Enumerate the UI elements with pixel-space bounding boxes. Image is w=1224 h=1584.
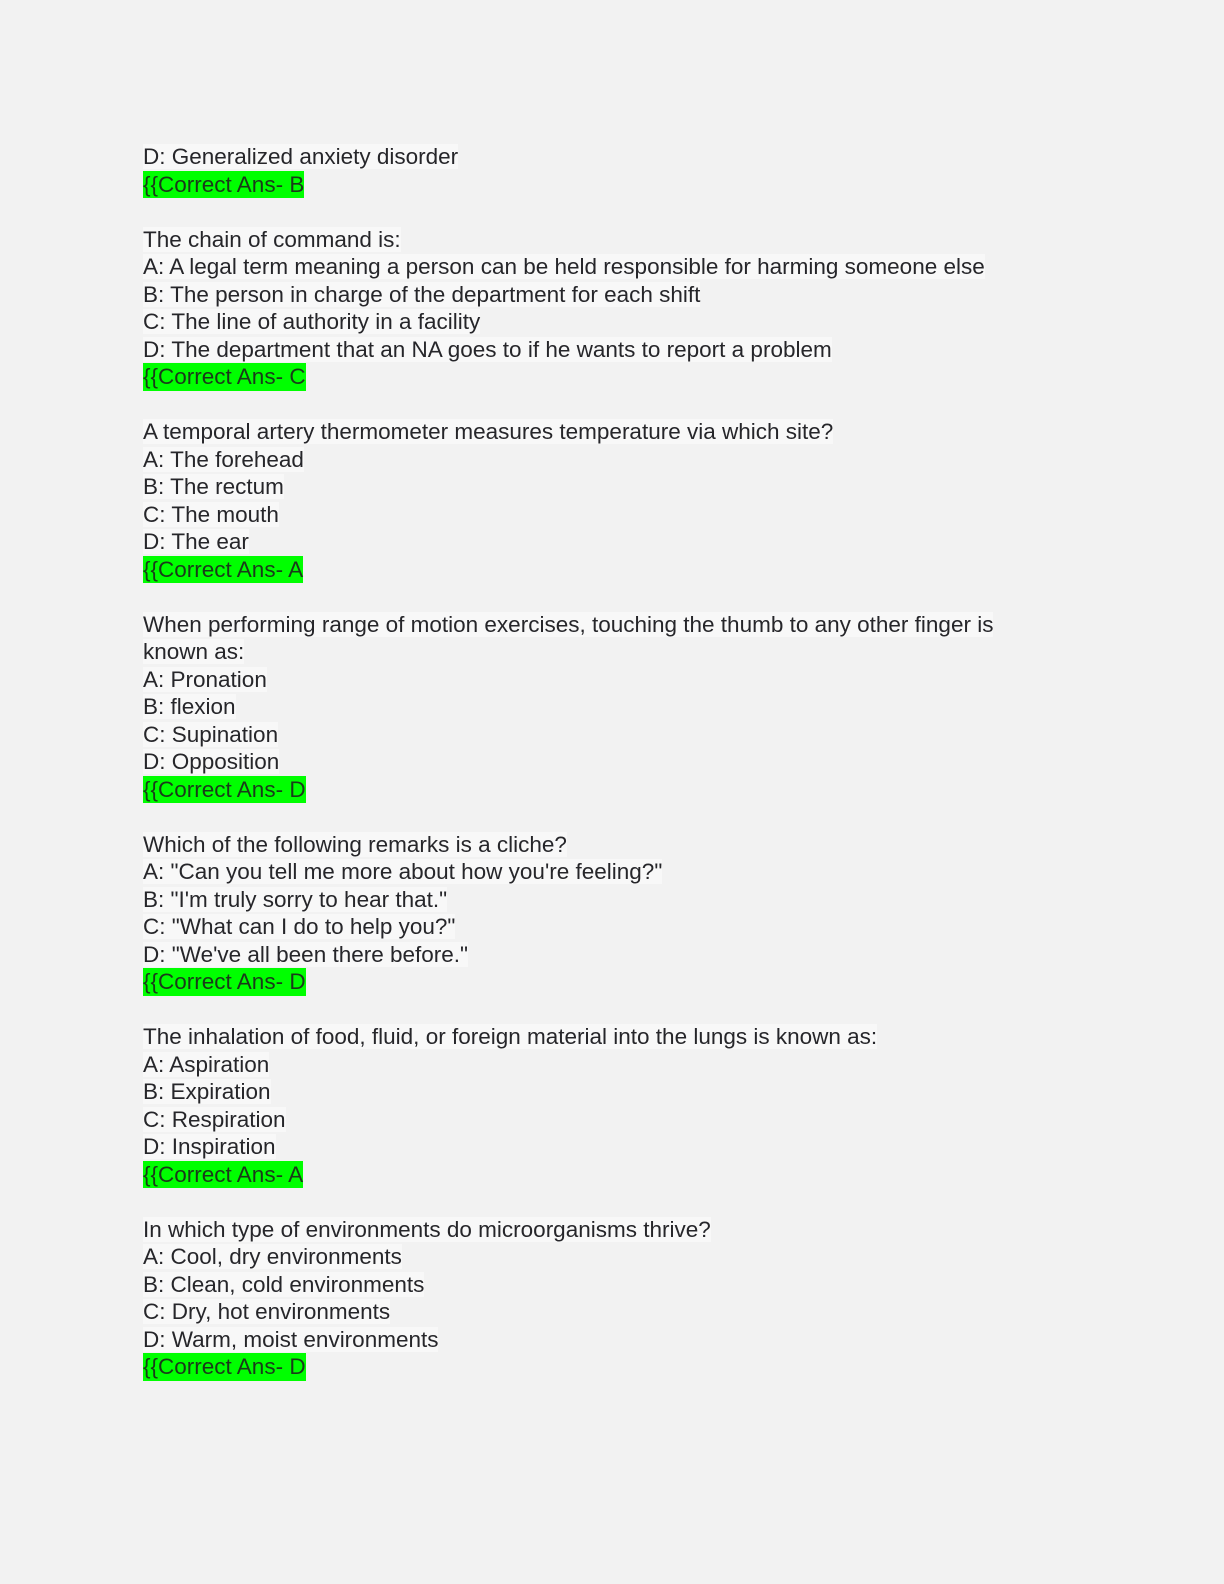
correct-answer-line: [143, 363, 1063, 391]
answer-option: C: Supination: [143, 721, 279, 747]
correct-answer-line: [143, 1161, 1063, 1189]
spacer: [143, 803, 1063, 831]
question-text: In which type of environments do microorganisms thrive?: [143, 1216, 711, 1242]
answer-option: B: Expiration: [143, 1079, 271, 1104]
answer-option: B: The person in charge of the department for each shift: [143, 281, 701, 307]
correct-answer-line: [143, 968, 1063, 996]
answer-option: C: "What can I do to help you?": [143, 914, 456, 939]
answer-option: B: flexion: [143, 694, 236, 719]
answer-option: D: Inspiration: [143, 1134, 276, 1159]
lead-option: D: Generalized anxiety disorder: [143, 144, 459, 169]
answer-option: A: Aspiration: [143, 1051, 270, 1077]
spacer: [143, 1188, 1063, 1216]
document-content: [143, 143, 1063, 1381]
question-text: A temporal artery thermometer measures temperature via which site?: [143, 419, 834, 444]
correct-answer-highlight: {{Correct Ans- C: [143, 364, 306, 389]
answer-option: C: The mouth: [143, 501, 279, 527]
spacer: [143, 391, 1063, 419]
correct-answer-highlight: {{Correct Ans- D: [143, 1354, 306, 1379]
question-block-5: [143, 1023, 1063, 1188]
question-text: The inhalation of food, fluid, or foreign material into the lungs is known as:: [143, 1024, 878, 1049]
answer-option: B: The rectum: [143, 474, 284, 499]
question-text: When performing range of motion exercises, touching the thumb to any other finger is known as:: [143, 611, 994, 664]
spacer: [143, 996, 1063, 1024]
correct-answer-line: [143, 556, 1063, 584]
question-block-1: [143, 226, 1063, 391]
answer-option: D: Warm, moist environments: [143, 1326, 439, 1352]
question-block-2: [143, 418, 1063, 583]
question-text: The chain of command is:: [143, 226, 401, 252]
answer-option: A: Cool, dry environments: [143, 1244, 402, 1269]
correct-answer-highlight: {{Correct Ans- A: [143, 1161, 304, 1187]
answer-option: B: "I'm truly sorry to hear that.": [143, 886, 448, 912]
lead-answer: [143, 171, 1063, 199]
correct-answer-highlight: {{Correct Ans- D: [143, 969, 306, 994]
correct-answer-highlight: {{Correct Ans- B: [143, 171, 305, 197]
question-block-6: [143, 1216, 1063, 1381]
answer-option: A: "Can you tell me more about how you're feeling?": [143, 859, 663, 884]
answer-option: A: Pronation: [143, 666, 267, 692]
answer-option: C: Respiration: [143, 1106, 286, 1132]
correct-answer-highlight: {{Correct Ans- A: [143, 556, 304, 582]
answer-option: D: The department that an NA goes to if he wants to report a problem: [143, 336, 832, 362]
spacer: [143, 198, 1063, 226]
answer-option: A: The forehead: [143, 446, 304, 472]
question-block-4: [143, 831, 1063, 996]
spacer: [143, 583, 1063, 611]
answer-option: C: Dry, hot environments: [143, 1299, 391, 1324]
question-text: Which of the following remarks is a cliche?: [143, 831, 567, 857]
answer-option: C: The line of authority in a facility: [143, 309, 481, 334]
answer-option: D: The ear: [143, 529, 249, 554]
answer-option: D: Opposition: [143, 749, 280, 774]
correct-answer-line: [143, 776, 1063, 804]
correct-answer-highlight: {{Correct Ans- D: [143, 776, 306, 802]
answer-option: D: "We've all been there before.": [143, 941, 469, 967]
lead-block: [143, 143, 1063, 198]
question-block-3: [143, 611, 1063, 804]
answer-option: A: A legal term meaning a person can be held responsible for harming someone else: [143, 254, 985, 279]
answer-option: B: Clean, cold environments: [143, 1271, 425, 1297]
correct-answer-line: [143, 1353, 1063, 1381]
